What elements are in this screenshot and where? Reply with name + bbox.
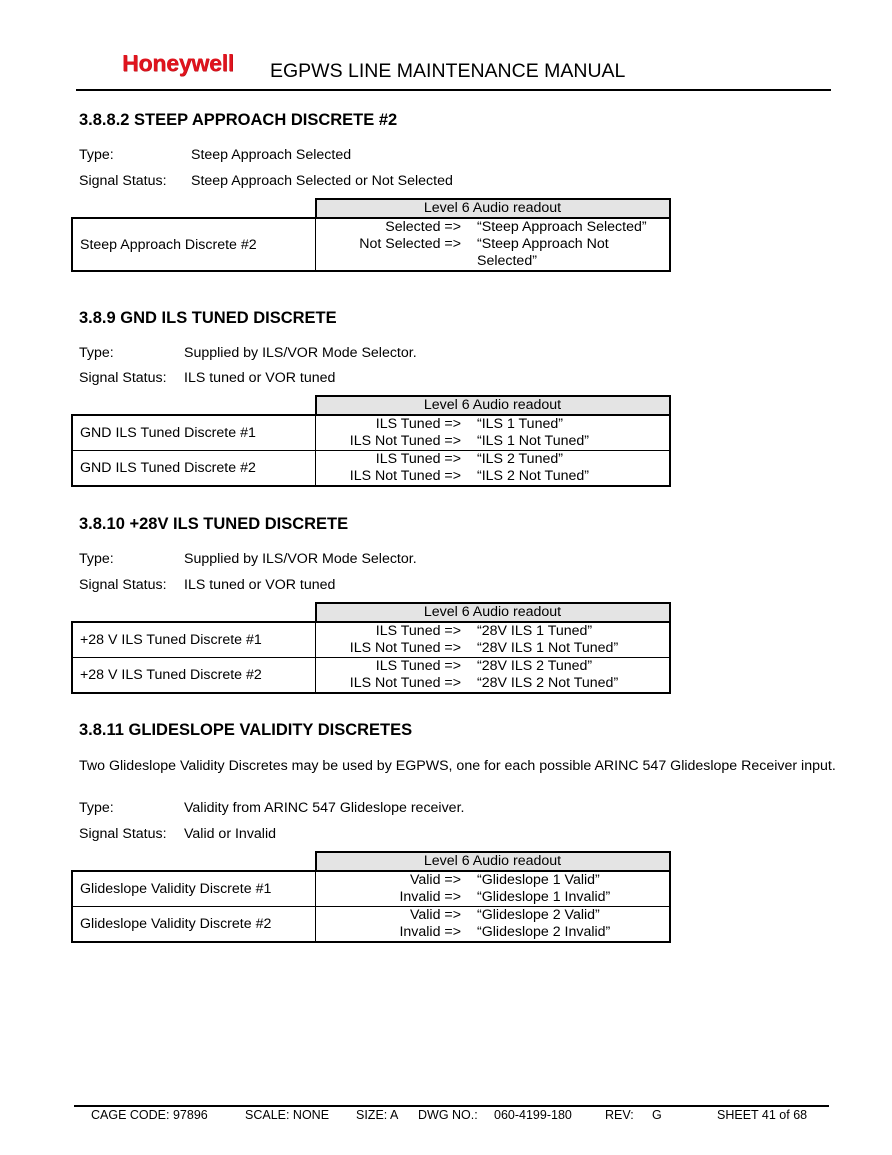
type-value: Supplied by ILS/VOR Mode Selector. [184, 551, 417, 567]
readout-condition: Invalid => [399, 889, 461, 905]
signal-status-value: ILS tuned or VOR tuned [184, 577, 336, 593]
readout-audio: “28V ILS 2 Tuned” [477, 658, 593, 674]
28v-ils-table [71, 602, 671, 694]
readout-audio: “ILS 2 Tuned” [477, 451, 563, 467]
discrete-name: +28 V ILS Tuned Discrete #2 [72, 658, 316, 694]
signal-status-value: ILS tuned or VOR tuned [184, 370, 336, 386]
readout-condition: Invalid => [399, 924, 461, 940]
signal-status-label: Signal Status: [79, 370, 167, 386]
section-title-glideslope: 3.8.11 GLIDESLOPE VALIDITY DISCRETES [79, 721, 413, 739]
readout-audio: “ILS 2 Not Tuned” [477, 468, 589, 484]
audio-readout [316, 415, 670, 451]
readout-condition: ILS Tuned => [375, 451, 461, 467]
readout-condition: Selected => [385, 219, 461, 235]
signal-status-label: Signal Status: [79, 173, 167, 189]
readout-condition: Not Selected => [359, 236, 461, 252]
type-label: Type: [79, 345, 114, 361]
table-header: Level 6 Audio readout [316, 852, 670, 871]
discrete-name: Steep Approach Discrete #2 [72, 218, 316, 271]
readout-audio: “ILS 1 Not Tuned” [477, 433, 589, 449]
signal-status-value: Steep Approach Selected or Not Selected [191, 173, 453, 189]
type-value: Supplied by ILS/VOR Mode Selector. [184, 345, 417, 361]
readout-audio: “Glideslope 2 Valid” [477, 907, 600, 923]
readout-audio: “28V ILS 1 Tuned” [477, 623, 593, 639]
readout-audio: “Steep Approach Not [477, 236, 609, 252]
section-title-gnd-ils: 3.8.9 GND ILS TUNED DISCRETE [79, 309, 337, 327]
readout-condition: ILS Tuned => [375, 416, 461, 432]
discrete-name: Glideslope Validity Discrete #2 [72, 907, 316, 943]
readout-condition: ILS Not Tuned => [349, 675, 461, 691]
cage-code: CAGE CODE: 97896 [91, 1108, 208, 1122]
audio-readout [316, 451, 670, 487]
signal-status-label: Signal Status: [79, 826, 167, 842]
type-label: Type: [79, 147, 114, 163]
readout-audio: “Steep Approach Selected” [477, 219, 647, 235]
readout-audio: “Glideslope 2 Invalid” [477, 924, 611, 940]
audio-readout [316, 622, 670, 658]
table-header: Level 6 Audio readout [316, 199, 670, 218]
type-value: Validity from ARINC 547 Glideslope receiver. [184, 800, 465, 816]
header-rule [76, 89, 831, 91]
honeywell-logo: Honeywell [122, 50, 234, 76]
readout-audio: “28V ILS 2 Not Tuned” [477, 675, 619, 691]
readout-audio: “28V ILS 1 Not Tuned” [477, 640, 619, 656]
audio-readout [316, 218, 670, 271]
signal-status-label: Signal Status: [79, 577, 167, 593]
steep-approach-table [71, 198, 671, 272]
rev-label: REV: [605, 1108, 634, 1122]
readout-condition: ILS Tuned => [375, 658, 461, 674]
size: SIZE: A [356, 1108, 399, 1122]
readout-audio: “Glideslope 1 Invalid” [477, 889, 611, 905]
gnd-ils-table [71, 395, 671, 487]
signal-status-value: Valid or Invalid [184, 826, 277, 842]
dwg-label: DWG NO.: [418, 1108, 478, 1122]
glideslope-table [71, 851, 671, 943]
type-value: Steep Approach Selected [191, 147, 352, 163]
discrete-name: +28 V ILS Tuned Discrete #1 [72, 622, 316, 658]
audio-readout [316, 658, 670, 694]
discrete-name: GND ILS Tuned Discrete #2 [72, 451, 316, 487]
readout-condition: ILS Not Tuned => [349, 468, 461, 484]
readout-audio: Selected” [477, 253, 537, 269]
rev-value: G [652, 1108, 662, 1122]
footer-rule [74, 1105, 829, 1107]
readout-audio: “Glideslope 1 Valid” [477, 872, 600, 888]
readout-condition: ILS Not Tuned => [349, 433, 461, 449]
glideslope-paragraph: Two Glideslope Validity Discretes may be used by EGPWS, one for each possible ARINC 547 Glideslope Receiver input. [79, 758, 836, 774]
section-title-28v-ils: 3.8.10 +28V ILS TUNED DISCRETE [79, 515, 349, 533]
section-title-steep-approach: 3.8.8.2 STEEP APPROACH DISCRETE #2 [79, 111, 398, 129]
sheet-number: SHEET 41 of 68 [717, 1108, 808, 1122]
type-label: Type: [79, 800, 114, 816]
manual-title: EGPWS LINE MAINTENANCE MANUAL [270, 60, 626, 82]
discrete-name: GND ILS Tuned Discrete #1 [72, 415, 316, 451]
discrete-name: Glideslope Validity Discrete #1 [72, 871, 316, 907]
readout-condition: Valid => [409, 872, 461, 888]
type-label: Type: [79, 551, 114, 567]
dwg-number: 060-4199-180 [494, 1108, 572, 1122]
readout-condition: ILS Tuned => [375, 623, 461, 639]
audio-readout [316, 871, 670, 907]
readout-condition: Valid => [409, 907, 461, 923]
readout-audio: “ILS 1 Tuned” [477, 416, 563, 432]
audio-readout [316, 907, 670, 943]
readout-condition [316, 253, 461, 270]
readout-condition: ILS Not Tuned => [349, 640, 461, 656]
table-header: Level 6 Audio readout [316, 396, 670, 415]
table-header: Level 6 Audio readout [316, 603, 670, 622]
scale: SCALE: NONE [245, 1108, 330, 1122]
